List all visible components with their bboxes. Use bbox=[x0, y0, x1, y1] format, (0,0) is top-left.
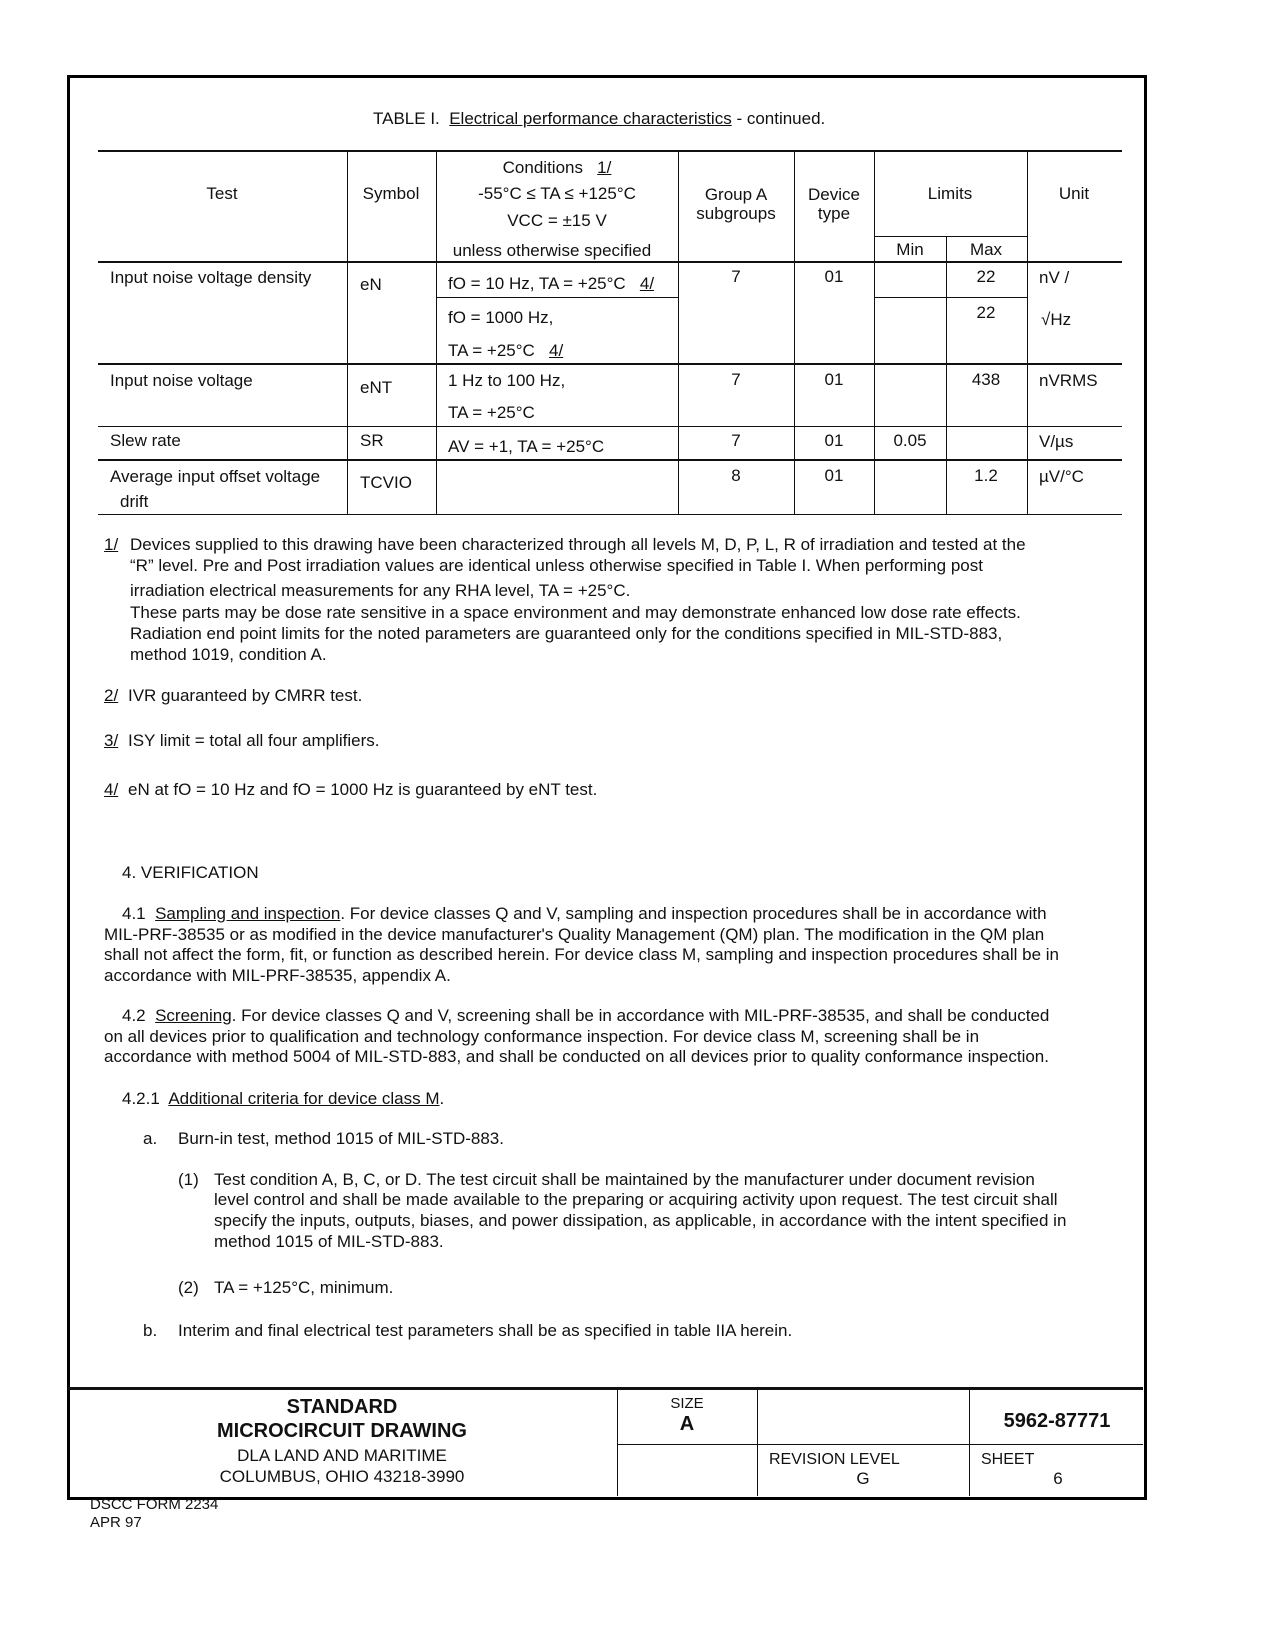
size-label: SIZE bbox=[670, 1395, 704, 1412]
footnote-text: Devices supplied to this drawing have been characterized through all levels M, D, P, L, R of irradiation and tested at the bbox=[130, 535, 1026, 554]
revision-level-label: REVISION LEVEL bbox=[769, 1451, 900, 1468]
table-bottom-rule bbox=[98, 514, 1122, 515]
footnote-text: eN at fO = 10 Hz and fO = 1000 Hz is guaranteed by eNT test. bbox=[128, 780, 598, 799]
cell-condition bbox=[448, 274, 654, 294]
list-text: Burn-in test, method 1015 of MIL-STD-883. bbox=[178, 1129, 504, 1148]
header-limits: Limits bbox=[927, 184, 973, 203]
paragraph-line bbox=[122, 904, 1047, 924]
footnote-text: Radiation end point limits for the noted parameters are guaranteed only for the conditions specified in MIL-STD-883, bbox=[130, 624, 1003, 643]
row-sub-rule bbox=[874, 297, 1027, 298]
table-title-prefix: TABLE I. bbox=[373, 109, 440, 128]
row-sub-rule bbox=[436, 297, 678, 298]
cell-max: 22 bbox=[976, 303, 996, 322]
header-group-a: Group A bbox=[704, 185, 768, 204]
row-rule bbox=[98, 426, 1122, 427]
list-text: level control and shall be made available to the preparing or acquiring activity upon request. The test circuit shall bbox=[214, 1190, 1058, 1209]
paragraph-title: Screening bbox=[155, 1006, 232, 1025]
paragraph-number: 4.1 bbox=[122, 904, 146, 923]
paragraph-line bbox=[122, 1089, 444, 1109]
header-conditions bbox=[503, 158, 612, 178]
paragraph-line: accordance with method 5004 of MIL-STD-883, and shall be conducted on all devices prior to quality conformance inspection. bbox=[104, 1047, 1049, 1066]
header-max: Max bbox=[969, 240, 1003, 259]
cell-condition: fO = 1000 Hz, bbox=[448, 308, 554, 327]
header-unit: Unit bbox=[1058, 184, 1090, 203]
paragraph-line: accordance with MIL-PRF-38535, appendix A. bbox=[104, 966, 451, 985]
cell-unit: √Hz bbox=[1041, 310, 1072, 329]
form-number: DSCC FORM 2234 bbox=[90, 1496, 219, 1513]
header-device: Device bbox=[808, 185, 860, 204]
header-symbol: Symbol bbox=[362, 184, 420, 203]
cell-test: drift bbox=[120, 492, 149, 511]
footnote-text: irradiation electrical measurements for any RHA level, TA = +25°C. bbox=[130, 581, 631, 600]
col-rule bbox=[436, 151, 437, 514]
footnote-ref: 4/ bbox=[548, 341, 564, 360]
cell-condition-text: fO = 10 Hz, TA = +25°C bbox=[448, 274, 626, 293]
cell-condition: TA = +25°C bbox=[448, 403, 535, 422]
header-bottom-rule bbox=[98, 261, 1122, 263]
cell-test: Input noise voltage bbox=[110, 371, 253, 390]
cell-group: 7 bbox=[731, 267, 741, 286]
list-label: (2) bbox=[178, 1278, 199, 1297]
table-title bbox=[373, 109, 825, 129]
header-conditions-unless: unless otherwise specified bbox=[452, 241, 652, 260]
cell-device: 01 bbox=[824, 370, 844, 389]
table-title-main: Electrical performance characteristics bbox=[449, 109, 732, 128]
cell-unit: µV/°C bbox=[1039, 467, 1084, 486]
standard-label: STANDARD bbox=[286, 1396, 398, 1418]
cell-unit: V/µs bbox=[1039, 432, 1074, 451]
footnote-number: 4/ bbox=[104, 780, 119, 799]
col-rule bbox=[794, 151, 795, 514]
list-label: b. bbox=[143, 1321, 158, 1340]
table-top-rule bbox=[98, 150, 1122, 152]
header-conditions-vcc: VCC = ±15 V bbox=[507, 211, 607, 230]
paragraph-text: . bbox=[439, 1089, 445, 1108]
paragraph-number: 4.2.1 bbox=[122, 1089, 160, 1108]
header-subgroups: subgroups bbox=[696, 204, 776, 223]
cell-condition: 1 Hz to 100 Hz, bbox=[448, 371, 566, 390]
title-block-divider bbox=[617, 1444, 1143, 1445]
footnote-ref: 1/ bbox=[597, 158, 612, 177]
list-label: (1) bbox=[178, 1170, 199, 1189]
cell-condition-text: TA = +25°C bbox=[448, 341, 535, 360]
paragraph-number: 4.2 bbox=[122, 1006, 146, 1025]
cell-group: 7 bbox=[731, 370, 741, 389]
table-title-suffix: - continued. bbox=[736, 109, 826, 128]
cell-condition bbox=[448, 341, 563, 361]
col-rule bbox=[946, 236, 947, 514]
cell-symbol: SR bbox=[360, 431, 384, 450]
col-rule bbox=[874, 151, 875, 514]
list-text: specify the inputs, outputs, biases, and power dissipation, as applicable, in accordance with the intent specified in bbox=[214, 1211, 1067, 1230]
cell-condition: AV = +1, TA = +25°C bbox=[448, 437, 605, 456]
cell-test: Slew rate bbox=[110, 431, 181, 450]
list-label: a. bbox=[143, 1129, 158, 1148]
cell-symbol: eNT bbox=[360, 378, 393, 397]
sheet-value: 6 bbox=[1053, 1469, 1063, 1488]
paragraph-title: Additional criteria for device class M bbox=[168, 1089, 440, 1108]
footnote-number: 3/ bbox=[104, 731, 119, 750]
footnote-text: ISY limit = total all four amplifiers. bbox=[128, 731, 380, 750]
paragraph-line: MIL-PRF-38535 or as modified in the device manufacturer's Quality Management (QM) plan. The modification in the QM plan bbox=[104, 925, 1045, 944]
footnote-number: 1/ bbox=[104, 535, 119, 554]
title-block-divider bbox=[969, 1389, 970, 1496]
row-rule bbox=[98, 459, 1122, 461]
paragraph-title: Sampling and inspection bbox=[155, 904, 341, 923]
title-block-divider bbox=[617, 1389, 618, 1496]
col-rule bbox=[1027, 151, 1028, 514]
revision-level-value: G bbox=[856, 1469, 870, 1488]
list-text: TA = +125°C, minimum. bbox=[214, 1278, 394, 1297]
drawing-number: 5962-87771 bbox=[1003, 1410, 1111, 1432]
footnote-text: “R” level. Pre and Post irradiation values are identical unless otherwise specified in Table I. When performing post bbox=[130, 556, 983, 575]
cell-symbol: TCVIO bbox=[360, 473, 412, 492]
footnote-text: These parts may be dose rate sensitive in a space environment and may demonstrate enhanced low dose rate effects. bbox=[130, 603, 1021, 622]
cell-max: 438 bbox=[971, 370, 1001, 389]
list-text: Test condition A, B, C, or D. The test circuit shall be maintained by the manufacturer under document revision bbox=[214, 1170, 1035, 1189]
row-rule bbox=[98, 363, 1122, 365]
paragraph-text: . For device classes Q and V, screening shall be in accordance with MIL-PRF-38535, and shall be conducted bbox=[231, 1006, 1050, 1025]
limits-divider bbox=[874, 236, 1027, 237]
agency-address: COLUMBUS, OHIO 43218-3990 bbox=[219, 1467, 465, 1486]
title-block-rule bbox=[68, 1387, 1143, 1390]
paragraph-line: on all devices prior to qualification and technology conformance inspection. For device class M, screening shall be in bbox=[104, 1027, 980, 1046]
cell-min: 0.05 bbox=[893, 431, 927, 450]
header-conditions-label: Conditions bbox=[502, 158, 583, 177]
header-test: Test bbox=[206, 184, 238, 203]
cell-group: 7 bbox=[731, 431, 741, 450]
form-date: APR 97 bbox=[90, 1514, 142, 1531]
header-type: type bbox=[817, 204, 851, 223]
cell-test: Input noise voltage density bbox=[110, 268, 312, 287]
list-text: method 1015 of MIL-STD-883. bbox=[214, 1232, 444, 1251]
cell-max: 1.2 bbox=[974, 466, 998, 485]
cell-max: 22 bbox=[976, 267, 996, 286]
sheet-label: SHEET bbox=[981, 1451, 1035, 1468]
cell-unit: nV / bbox=[1039, 268, 1070, 287]
size-value: A bbox=[679, 1413, 695, 1435]
header-min: Min bbox=[896, 240, 924, 259]
cell-test: Average input offset voltage bbox=[110, 467, 321, 486]
drawing-type-label: MICROCIRCUIT DRAWING bbox=[217, 1420, 467, 1442]
col-rule bbox=[678, 151, 679, 514]
footnote-ref: 4/ bbox=[639, 274, 655, 293]
footnote-text: IVR guaranteed by CMRR test. bbox=[128, 686, 363, 705]
cell-group: 8 bbox=[731, 466, 741, 485]
paragraph-line bbox=[122, 1006, 1049, 1026]
section-heading: 4. VERIFICATION bbox=[122, 863, 259, 882]
title-block-divider bbox=[757, 1389, 758, 1496]
cell-symbol: eN bbox=[360, 275, 382, 294]
header-conditions-temp: -55°C ≤ TA ≤ +125°C bbox=[478, 184, 636, 203]
footnote-number: 2/ bbox=[104, 686, 119, 705]
col-rule bbox=[347, 151, 348, 514]
cell-device: 01 bbox=[824, 431, 844, 450]
cell-device: 01 bbox=[824, 267, 844, 286]
footnote-text: method 1019, condition A. bbox=[130, 645, 327, 664]
cell-device: 01 bbox=[824, 466, 844, 485]
cell-unit: nVRMS bbox=[1039, 371, 1098, 390]
list-text: Interim and final electrical test parameters shall be as specified in table IIA herein. bbox=[178, 1321, 793, 1340]
agency-name: DLA LAND AND MARITIME bbox=[237, 1446, 447, 1465]
paragraph-line: shall not affect the form, fit, or function as described herein. For device class M, sampling and inspection procedures shall be in bbox=[104, 945, 1060, 964]
paragraph-text: . For device classes Q and V, sampling and inspection procedures shall be in accordance with bbox=[340, 904, 1047, 923]
